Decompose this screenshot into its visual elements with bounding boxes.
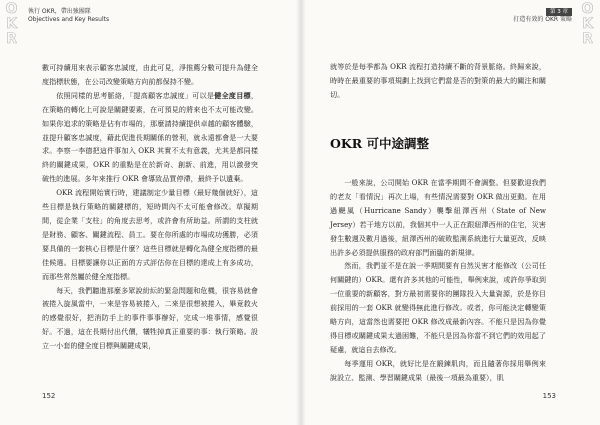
paragraph: 每季運用 OKR，就好比是在鍛鍊肌肉，而且隨著你採用舉例來說設立、監測、學習關鍵成果（最後一項最為重要），肌 — [330, 358, 546, 382]
paragraph: 數可持續用來表示顧客忠誠度，由此可見，淨推薦分數可提升為健全度指標狀態，在公司改變策略方向前都保持不變。 — [42, 63, 258, 86]
paragraph: 然而，我們並不是在說一季期間要有自然災害才能修改（公司任何關鍵的）OKR。還有許多其他的可能性，舉例來說，或許你爭取到一位重要的新顧客，對方最初需要你的團隊投入大量資源，於是你目前採用的一套 OKR 就變得無此進行修改。或者，你可能決定轉變策略方向，這當然也需要把 OKR 修改成最新內容。不能只是因為你覺得目標或關鍵成果太過困難，不能只是因為你當不到它們的效用起了疑慮，就這自去修改。 — [330, 261, 546, 354]
paragraph-health-metrics: 依照同樣的思考脈絡，「提高顧客忠誠度」可以是健全度目標，在策略的轉化上可說是關鍵要素，在可預見的將來也不太可能改變。如果你追求的策略是佔有市場的，那麼請持續提供卓越的顧客體驗，並提升顧客忠誠度，藉此促進長期關係的營利，就永遠都會是一大要求。李察一李德把這件事加入 OKR 其實不太有意義，尤其是都同樣終的關鍵成果，OKR 的重點是在於新奇、創新、前進，用以激發突破性的進展。多年來推行 OKR 會導致品質停滯，最終予以遺棄。 — [42, 90, 258, 184]
chapter-badge: 第 3 章 — [546, 8, 572, 16]
book-gutter — [296, 0, 306, 425]
paragraph: 每天，我們聽進那麼多眾說紛紜的緊急問題和危機，很容易就會被捲入旋風當中，一來是容易被捲入，二來是很想被捲入，畢竟救火的感覺很好，把消防手上的事件事事辦好，完成一堆事情，感覺很好。不過，這在長期付出代價，犧牲掉真正重要的事：執行策略。設立一小套的健全度目標與關鍵成果， — [42, 285, 258, 351]
chapter-title: 打造有效的 OKR 策略 — [513, 16, 572, 23]
book-title: 執行 OKR，帶出強團隊 — [28, 8, 91, 15]
paragraph: OKR 流程開始實行時，建議制定少量目標（最好幾個就好），這些目標是執行策略的關鍵標的，短時間內不太可能會修改。草擬期間，從企業「支柱」的角度去思考，或許會有所助益。所謂的支柱就是財務、顧客、關鍵流程、員工。要在你所處的市場成功獲勝，必須要具備的一套核心目標是什麼？這些目標就是轉化為健全度指標的最佳候選。目標要讓你以正面的方式評估你在目標的達成上有多成功，而那些常然屬於健全度指標。 — [42, 188, 258, 281]
okr-side-watermark-left: OKR — [5, 1, 19, 47]
page-number-left: 152 — [42, 392, 56, 400]
right-page — [300, 0, 600, 425]
left-page-body — [42, 61, 258, 353]
running-header-right — [513, 8, 572, 24]
paragraph: 一般來說，公司開始 OKR 在當季期間不會調整。但要歡迎我們的老友「看情況」再次上場，有些情況需要對 OKR 做出更動。在用過颶風（Hurricane Sandy）襲擊紐澤西州（State of New Jersey）若干地方以前，我個其中一人正在跟紐澤西州的住宅，災害發生數週及數月過後，紐澤西州的破敗監測系統進行大量更改，反映出許多必須提供服務的政府部門面臨的新規律。 — [330, 178, 546, 257]
page-number-right: 153 — [542, 392, 556, 400]
bold-term: 健全度目標 — [214, 90, 251, 100]
paragraph: 就等於是每季都為 OKR 流程打造持續不斷的背景脈絡。終歸來說，時時在最重要的事項規劃上找到它們當是否的對策的最大的關注和關切。 — [330, 62, 546, 99]
okr-side-watermark-right: OKR — [581, 1, 595, 47]
right-page-top-body — [330, 60, 546, 102]
running-header-left — [28, 8, 109, 24]
book-subtitle: Objectives and Key Results — [28, 16, 110, 23]
section-heading: OKR 可中途調整 — [330, 136, 429, 151]
right-page-body — [330, 176, 546, 385]
